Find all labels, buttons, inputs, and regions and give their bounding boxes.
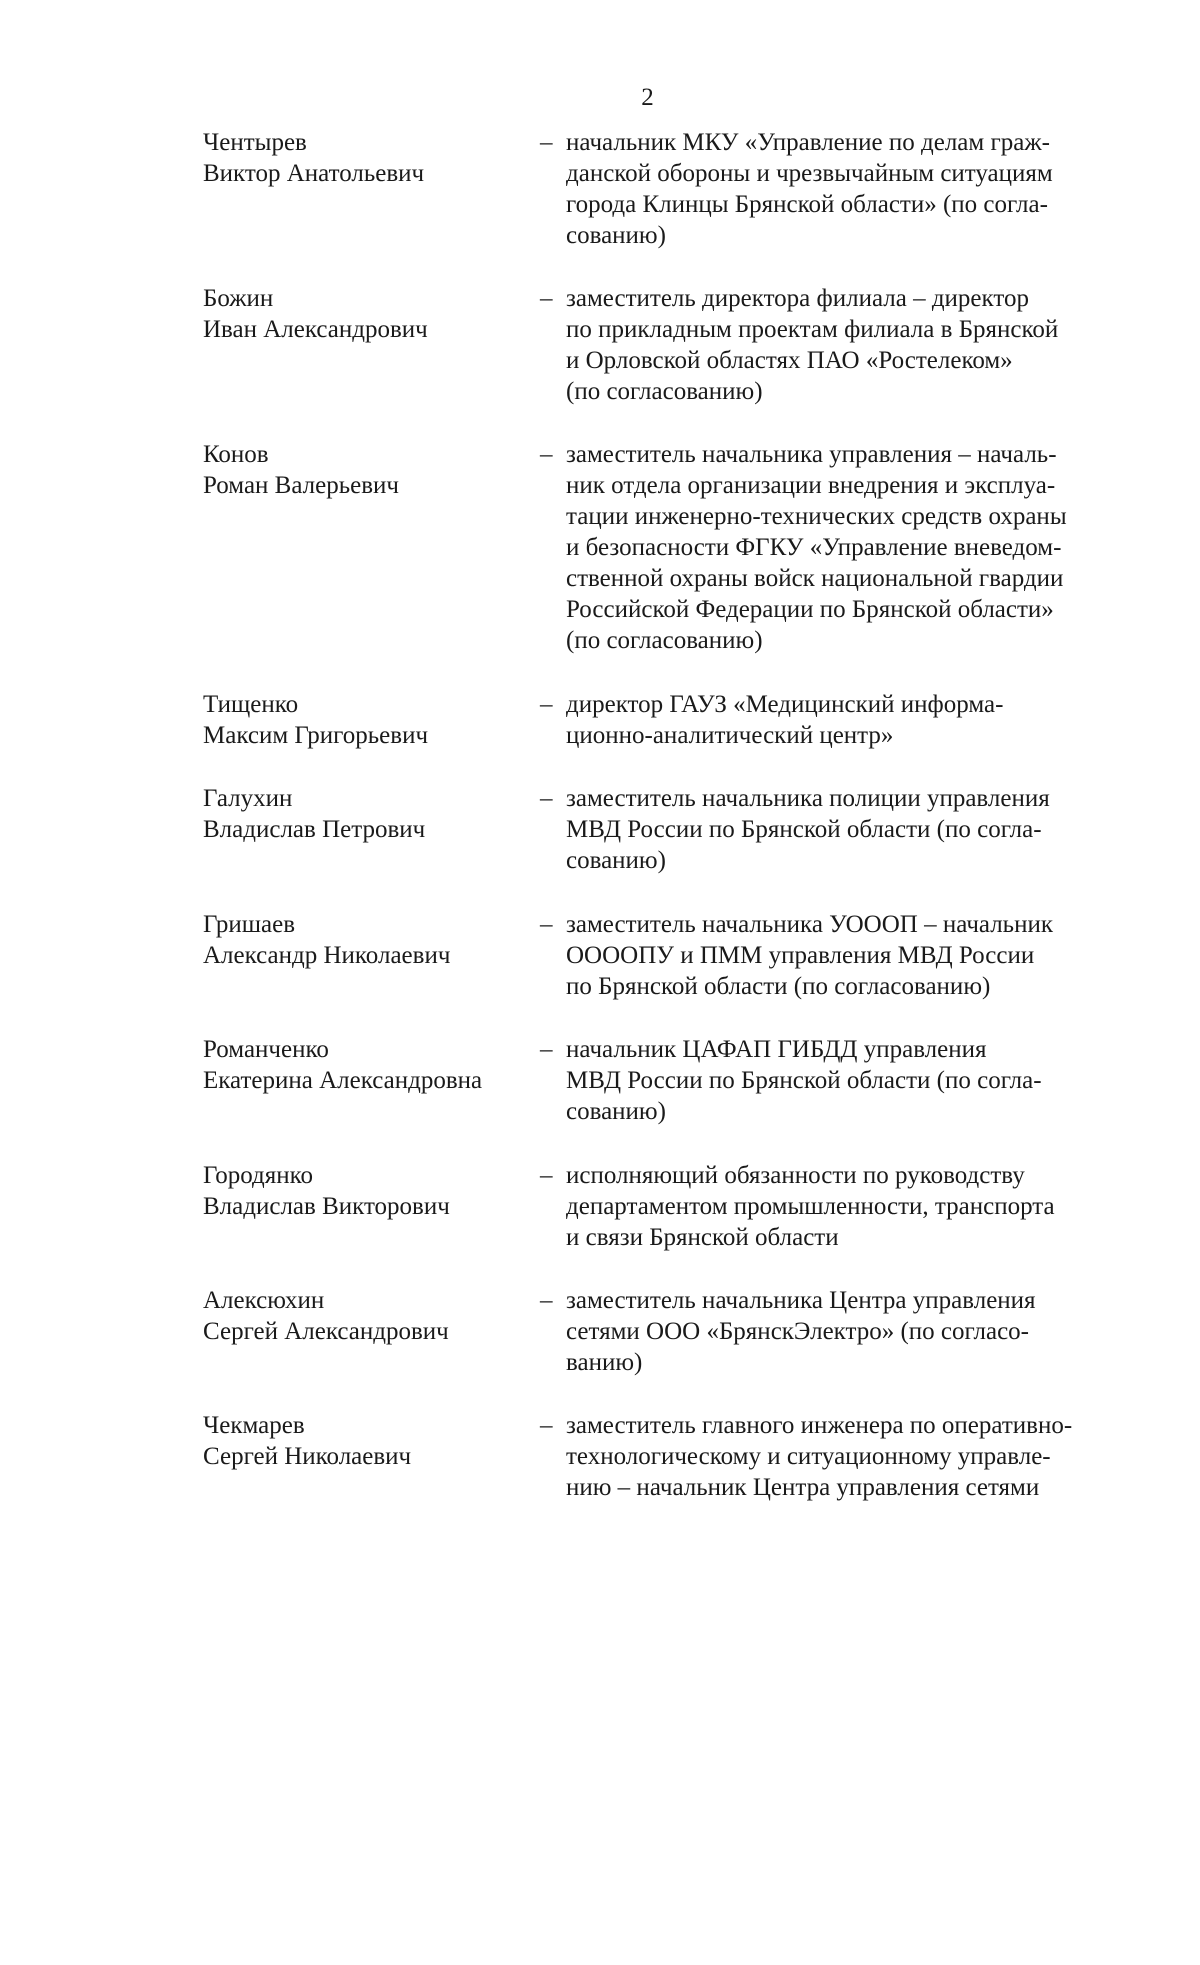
surname: Городянко: [203, 1162, 314, 1189]
position-text: заместитель начальника полиции управления МВД России по Брянской области (по согла- сованию): [566, 785, 1050, 874]
surname: Алексюхин: [203, 1287, 325, 1314]
given-names: Виктор Анатольевич: [203, 160, 425, 187]
position-text: начальник ЦАФАП ГИБДД управления МВД России по Брянской области (по согла- сованию): [566, 1036, 1042, 1125]
surname: Тищенко: [203, 691, 299, 718]
list-item: [0, 439, 1200, 689]
dash: –: [540, 1162, 553, 1189]
given-names: Владислав Викторович: [203, 1193, 450, 1220]
position-description: [540, 439, 1115, 656]
given-names: Максим Григорьевич: [203, 722, 429, 749]
position-description: [540, 1410, 1115, 1503]
dash: –: [540, 129, 553, 156]
person-name: [203, 439, 533, 501]
person-name: [203, 127, 533, 189]
position-text: заместитель начальника управления – началь- ник отдела организации внедрения и эксплуа- тации инженерно-технических средств охраны и безопасности ФГКУ «Управление вневедом- ственной охраны войск национальной гвардии Российской Федерации по Брянской области» (по согласованию): [566, 441, 1067, 654]
list-item: [0, 1285, 1200, 1410]
person-name: [203, 1410, 533, 1472]
position-description: [540, 689, 1115, 751]
surname: Божин: [203, 285, 274, 312]
person-name: [203, 283, 533, 345]
person-name: [203, 1034, 533, 1096]
list-item: [0, 1160, 1200, 1285]
surname: Чентырев: [203, 129, 307, 156]
position-description: [540, 283, 1115, 407]
dash: –: [540, 911, 553, 938]
members-list: [0, 127, 1200, 1510]
given-names: Екатерина Александровна: [203, 1067, 483, 1094]
list-item: [0, 689, 1200, 783]
given-names: Сергей Александрович: [203, 1318, 449, 1345]
given-names: Иван Александрович: [203, 316, 428, 343]
dash: –: [540, 785, 553, 812]
position-text: заместитель главного инженера по оперативно- технологическому и ситуационному управле- нию – начальник Центра управления сетями: [566, 1412, 1073, 1501]
list-item: [0, 783, 1200, 909]
dash: –: [540, 285, 553, 312]
list-item: [0, 283, 1200, 439]
surname: Чекмарев: [203, 1412, 305, 1439]
surname: Галухин: [203, 785, 293, 812]
position-description: [540, 127, 1115, 251]
list-item: [0, 127, 1200, 283]
position-text: начальник МКУ «Управление по делам граж- данской обороны и чрезвычайным ситуациям города Клинцы Брянской области» (по согла- сованию): [566, 129, 1053, 249]
list-item: [0, 1034, 1200, 1160]
position-description: [540, 1285, 1115, 1378]
given-names: Владислав Петрович: [203, 816, 426, 843]
person-name: [203, 909, 533, 971]
dash: –: [540, 1412, 553, 1439]
dash: –: [540, 1036, 553, 1063]
position-description: [540, 1160, 1115, 1253]
position-description: [540, 783, 1115, 876]
position-text: исполняющий обязанности по руководству департаментом промышленности, транспорта и связи Брянской области: [566, 1162, 1055, 1251]
position-text: заместитель директора филиала – директор по прикладным проектам филиала в Брянской и Орловской областях ПАО «Ростелеком» (по согласованию): [566, 285, 1059, 405]
given-names: Роман Валерьевич: [203, 472, 399, 499]
given-names: Александр Николаевич: [203, 942, 451, 969]
position-description: [540, 909, 1115, 1002]
surname: Гришаев: [203, 911, 296, 938]
dash: –: [540, 1287, 553, 1314]
surname: Романченко: [203, 1036, 329, 1063]
person-name: [203, 783, 533, 845]
person-name: [203, 1285, 533, 1347]
dash: –: [540, 441, 553, 468]
person-name: [203, 689, 533, 751]
position-description: [540, 1034, 1115, 1127]
position-text: заместитель начальника Центра управления сетями ООО «БрянскЭлектро» (по согласо- ванию): [566, 1287, 1036, 1376]
person-name: [203, 1160, 533, 1222]
surname: Конов: [203, 441, 269, 468]
position-text: заместитель начальника УОООП – начальник ОООOПУ и ПММ управления МВД России по Брянской области (по согласованию): [566, 911, 1053, 1000]
page-number: 2: [641, 84, 654, 111]
list-item: [0, 909, 1200, 1034]
list-item: [0, 1410, 1200, 1510]
dash: –: [540, 691, 553, 718]
position-text: директор ГАУЗ «Медицинский информа- ционно-аналитический центр»: [566, 691, 1004, 749]
given-names: Сергей Николаевич: [203, 1443, 412, 1470]
